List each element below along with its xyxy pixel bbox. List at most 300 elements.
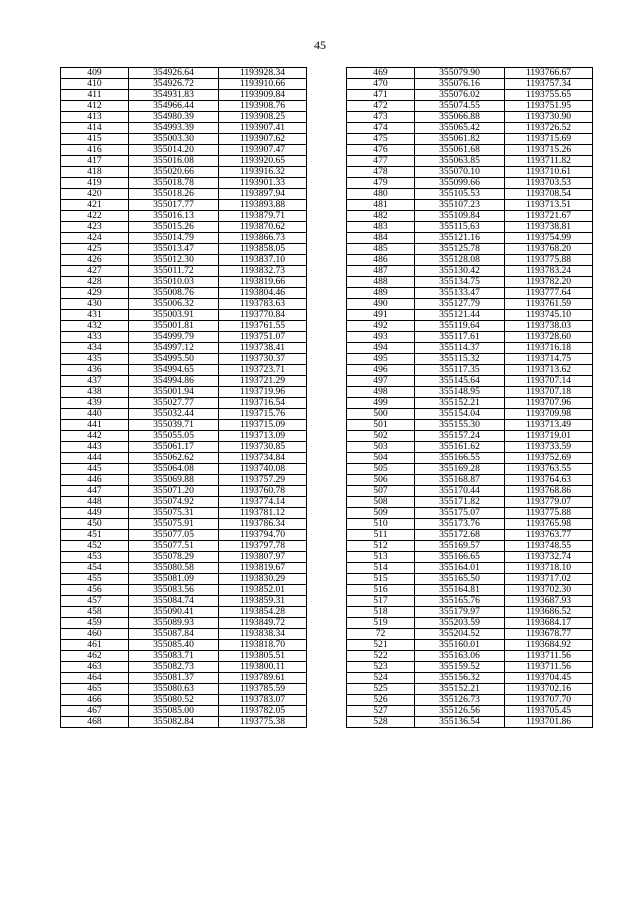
point-number-cell: 495 [347, 354, 415, 365]
table-row [347, 321, 593, 332]
y-coordinate-cell: 1193901.33 [219, 178, 307, 189]
x-coordinate-cell: 355203.59 [415, 618, 505, 629]
x-coordinate-cell: 355017.77 [129, 200, 219, 211]
point-number-cell: 469 [347, 68, 415, 79]
y-coordinate-cell: 1193783.63 [219, 299, 307, 310]
table-row [347, 585, 593, 596]
table-row [61, 651, 307, 662]
y-coordinate-cell: 1193909.84 [219, 90, 307, 101]
point-number-cell: 458 [61, 607, 129, 618]
y-coordinate-cell: 1193730.37 [219, 354, 307, 365]
y-coordinate-cell: 1193754.99 [505, 233, 593, 244]
table-row [347, 365, 593, 376]
y-coordinate-cell: 1193920.65 [219, 156, 307, 167]
table-row [61, 233, 307, 244]
y-coordinate-cell: 1193733.59 [505, 442, 593, 453]
y-coordinate-cell: 1193719.01 [505, 431, 593, 442]
point-number-cell: 430 [61, 299, 129, 310]
x-coordinate-cell: 355179.97 [415, 607, 505, 618]
table-row [347, 178, 593, 189]
x-coordinate-cell: 355148.95 [415, 387, 505, 398]
point-number-cell: 490 [347, 299, 415, 310]
point-number-cell: 412 [61, 101, 129, 112]
table-row [347, 486, 593, 497]
x-coordinate-cell: 355161.62 [415, 442, 505, 453]
x-coordinate-cell: 355085.00 [129, 706, 219, 717]
y-coordinate-cell: 1193687.93 [505, 596, 593, 607]
x-coordinate-cell: 355115.63 [415, 222, 505, 233]
y-coordinate-cell: 1193775.88 [505, 255, 593, 266]
y-coordinate-cell: 1193768.20 [505, 244, 593, 255]
y-coordinate-cell: 1193708.54 [505, 189, 593, 200]
y-coordinate-cell: 1193764.63 [505, 475, 593, 486]
table-row [61, 508, 307, 519]
table-row [347, 695, 593, 706]
table-row [347, 266, 593, 277]
x-coordinate-cell: 355170.44 [415, 486, 505, 497]
table-row [347, 563, 593, 574]
table-row [61, 310, 307, 321]
y-coordinate-cell: 1193908.76 [219, 101, 307, 112]
x-coordinate-cell: 355015.26 [129, 222, 219, 233]
x-coordinate-cell: 355080.52 [129, 695, 219, 706]
table-row [61, 365, 307, 376]
y-coordinate-cell: 1193707.70 [505, 695, 593, 706]
y-coordinate-cell: 1193768.86 [505, 486, 593, 497]
x-coordinate-cell: 355003.91 [129, 310, 219, 321]
table-row [347, 101, 593, 112]
table-row [347, 299, 593, 310]
y-coordinate-cell: 1193757.29 [219, 475, 307, 486]
table-row [347, 497, 593, 508]
point-number-cell: 517 [347, 596, 415, 607]
point-number-cell: 417 [61, 156, 129, 167]
table-row [347, 552, 593, 563]
x-coordinate-cell: 355081.37 [129, 673, 219, 684]
x-coordinate-cell: 355066.88 [415, 112, 505, 123]
x-coordinate-cell: 355039.71 [129, 420, 219, 431]
table-row [61, 321, 307, 332]
x-coordinate-cell: 355125.78 [415, 244, 505, 255]
y-coordinate-cell: 1193715.26 [505, 145, 593, 156]
x-coordinate-cell: 355087.84 [129, 629, 219, 640]
table-row [61, 354, 307, 365]
table-row [347, 222, 593, 233]
y-coordinate-cell: 1193879.71 [219, 211, 307, 222]
point-number-cell: 482 [347, 211, 415, 222]
table-row [347, 651, 593, 662]
point-number-cell: 524 [347, 673, 415, 684]
table-row [61, 541, 307, 552]
point-number-cell: 514 [347, 563, 415, 574]
x-coordinate-cell: 355107.23 [415, 200, 505, 211]
y-coordinate-cell: 1193897.94 [219, 189, 307, 200]
x-coordinate-cell: 355163.06 [415, 651, 505, 662]
y-coordinate-cell: 1193713.62 [505, 365, 593, 376]
table-row [347, 508, 593, 519]
point-number-cell: 421 [61, 200, 129, 211]
point-number-cell: 448 [61, 497, 129, 508]
point-number-cell: 447 [61, 486, 129, 497]
table-row [61, 497, 307, 508]
table-row [347, 255, 593, 266]
point-number-cell: 422 [61, 211, 129, 222]
y-coordinate-cell: 1193794.70 [219, 530, 307, 541]
y-coordinate-cell: 1193830.29 [219, 574, 307, 585]
x-coordinate-cell: 354994.86 [129, 376, 219, 387]
x-coordinate-cell: 354999.79 [129, 332, 219, 343]
point-number-cell: 464 [61, 673, 129, 684]
y-coordinate-cell: 1193782.05 [219, 706, 307, 717]
x-coordinate-cell: 355018.78 [129, 178, 219, 189]
point-number-cell: 420 [61, 189, 129, 200]
y-coordinate-cell: 1193807.97 [219, 552, 307, 563]
table-row [61, 200, 307, 211]
y-coordinate-cell: 1193703.53 [505, 178, 593, 189]
point-number-cell: 489 [347, 288, 415, 299]
y-coordinate-cell: 1193774.14 [219, 497, 307, 508]
x-coordinate-cell: 355165.50 [415, 574, 505, 585]
x-coordinate-cell: 355055.05 [129, 431, 219, 442]
table-row [61, 398, 307, 409]
x-coordinate-cell: 355075.91 [129, 519, 219, 530]
table-row [61, 343, 307, 354]
point-number-cell: 434 [61, 343, 129, 354]
table-row [61, 189, 307, 200]
table-row [347, 442, 593, 453]
point-number-cell: 423 [61, 222, 129, 233]
x-coordinate-cell: 355164.81 [415, 585, 505, 596]
y-coordinate-cell: 1193819.66 [219, 277, 307, 288]
point-number-cell: 442 [61, 431, 129, 442]
y-coordinate-cell: 1193870.62 [219, 222, 307, 233]
table-row [61, 332, 307, 343]
point-number-cell: 507 [347, 486, 415, 497]
y-coordinate-cell: 1193849.72 [219, 618, 307, 629]
table-row [347, 79, 593, 90]
x-coordinate-cell: 355119.64 [415, 321, 505, 332]
x-coordinate-cell: 355164.01 [415, 563, 505, 574]
x-coordinate-cell: 355080.58 [129, 563, 219, 574]
y-coordinate-cell: 1193763.77 [505, 530, 593, 541]
table-row [347, 618, 593, 629]
y-coordinate-cell: 1193709.98 [505, 409, 593, 420]
y-coordinate-cell: 1193707.96 [505, 398, 593, 409]
x-coordinate-cell: 355006.32 [129, 299, 219, 310]
x-coordinate-cell: 355130.42 [415, 266, 505, 277]
point-number-cell: 506 [347, 475, 415, 486]
y-coordinate-cell: 1193752.69 [505, 453, 593, 464]
table-row [61, 376, 307, 387]
y-coordinate-cell: 1193777.64 [505, 288, 593, 299]
point-number-cell: 501 [347, 420, 415, 431]
y-coordinate-cell: 1193714.75 [505, 354, 593, 365]
y-coordinate-cell: 1193715.69 [505, 134, 593, 145]
x-coordinate-cell: 355014.20 [129, 145, 219, 156]
x-coordinate-cell: 355074.92 [129, 497, 219, 508]
table-row [61, 563, 307, 574]
y-coordinate-cell: 1193782.20 [505, 277, 593, 288]
point-number-cell: 509 [347, 508, 415, 519]
y-coordinate-cell: 1193832.73 [219, 266, 307, 277]
y-coordinate-cell: 1193716.54 [219, 398, 307, 409]
table-row [61, 684, 307, 695]
point-number-cell: 446 [61, 475, 129, 486]
x-coordinate-cell: 355016.13 [129, 211, 219, 222]
table-row [61, 211, 307, 222]
point-number-cell: 512 [347, 541, 415, 552]
table-row [61, 464, 307, 475]
x-coordinate-cell: 355062.62 [129, 453, 219, 464]
x-coordinate-cell: 354997.12 [129, 343, 219, 354]
table-row [347, 156, 593, 167]
y-coordinate-cell: 1193766.67 [505, 68, 593, 79]
x-coordinate-cell: 355061.68 [415, 145, 505, 156]
y-coordinate-cell: 1193786.34 [219, 519, 307, 530]
x-coordinate-cell: 355003.30 [129, 134, 219, 145]
point-number-cell: 429 [61, 288, 129, 299]
coordinate-table-right [346, 67, 593, 728]
point-number-cell: 439 [61, 398, 129, 409]
point-number-cell: 526 [347, 695, 415, 706]
x-coordinate-cell: 355160.01 [415, 640, 505, 651]
x-coordinate-cell: 355077.51 [129, 541, 219, 552]
table-row [347, 189, 593, 200]
point-number-cell: 468 [61, 717, 129, 728]
table-row [347, 453, 593, 464]
y-coordinate-cell: 1193710.61 [505, 167, 593, 178]
table-row [347, 288, 593, 299]
x-coordinate-cell: 355070.10 [415, 167, 505, 178]
x-coordinate-cell: 355082.73 [129, 662, 219, 673]
table-row [347, 123, 593, 134]
x-coordinate-cell: 355109.84 [415, 211, 505, 222]
table-row [61, 706, 307, 717]
table-row [347, 684, 593, 695]
table-row [347, 112, 593, 123]
y-coordinate-cell: 1193852.01 [219, 585, 307, 596]
point-number-cell: 528 [347, 717, 415, 728]
x-coordinate-cell: 354993.39 [129, 123, 219, 134]
y-coordinate-cell: 1193716.18 [505, 343, 593, 354]
y-coordinate-cell: 1193719.96 [219, 387, 307, 398]
point-number-cell: 516 [347, 585, 415, 596]
x-coordinate-cell: 355114.37 [415, 343, 505, 354]
point-number-cell: 409 [61, 68, 129, 79]
table-row [347, 310, 593, 321]
point-number-cell: 431 [61, 310, 129, 321]
point-number-cell: 518 [347, 607, 415, 618]
y-coordinate-cell: 1193715.09 [219, 420, 307, 431]
x-coordinate-cell: 354994.65 [129, 365, 219, 376]
x-coordinate-cell: 355014.79 [129, 233, 219, 244]
point-number-cell: 441 [61, 420, 129, 431]
x-coordinate-cell: 355156.32 [415, 673, 505, 684]
table-row [61, 574, 307, 585]
table-row [61, 695, 307, 706]
table-row [61, 552, 307, 563]
point-number-cell: 457 [61, 596, 129, 607]
point-number-cell: 502 [347, 431, 415, 442]
point-number-cell: 437 [61, 376, 129, 387]
x-coordinate-cell: 354980.39 [129, 112, 219, 123]
table-row [347, 354, 593, 365]
table-row [347, 717, 593, 728]
point-number-cell: 485 [347, 244, 415, 255]
point-number-cell: 411 [61, 90, 129, 101]
point-number-cell: 427 [61, 266, 129, 277]
table-row [61, 156, 307, 167]
y-coordinate-cell: 1193763.55 [505, 464, 593, 475]
x-coordinate-cell: 355165.76 [415, 596, 505, 607]
table-row [61, 662, 307, 673]
y-coordinate-cell: 1193745.10 [505, 310, 593, 321]
point-number-cell: 508 [347, 497, 415, 508]
x-coordinate-cell: 355064.08 [129, 464, 219, 475]
y-coordinate-cell: 1193893.88 [219, 200, 307, 211]
point-number-cell: 499 [347, 398, 415, 409]
table-row [61, 453, 307, 464]
point-number-cell: 522 [347, 651, 415, 662]
x-coordinate-cell: 355016.08 [129, 156, 219, 167]
table-row [61, 277, 307, 288]
table-row [347, 706, 593, 717]
table-row [347, 475, 593, 486]
y-coordinate-cell: 1193765.98 [505, 519, 593, 530]
x-coordinate-cell: 355121.16 [415, 233, 505, 244]
x-coordinate-cell: 355126.56 [415, 706, 505, 717]
x-coordinate-cell: 355027.77 [129, 398, 219, 409]
table-row [61, 299, 307, 310]
x-coordinate-cell: 355127.79 [415, 299, 505, 310]
x-coordinate-cell: 355012.30 [129, 255, 219, 266]
table-row [347, 277, 593, 288]
y-coordinate-cell: 1193721.29 [219, 376, 307, 387]
table-row [347, 409, 593, 420]
point-number-cell: 419 [61, 178, 129, 189]
y-coordinate-cell: 1193781.12 [219, 508, 307, 519]
y-coordinate-cell: 1193783.24 [505, 266, 593, 277]
table-row [61, 475, 307, 486]
x-coordinate-cell: 355013.47 [129, 244, 219, 255]
point-number-cell: 426 [61, 255, 129, 266]
table-row [347, 596, 593, 607]
x-coordinate-cell: 355032.44 [129, 409, 219, 420]
point-number-cell: 503 [347, 442, 415, 453]
point-number-cell: 483 [347, 222, 415, 233]
point-number-cell: 410 [61, 79, 129, 90]
y-coordinate-cell: 1193789.61 [219, 673, 307, 684]
point-number-cell: 523 [347, 662, 415, 673]
point-number-cell: 418 [61, 167, 129, 178]
point-number-cell: 424 [61, 233, 129, 244]
y-coordinate-cell: 1193866.73 [219, 233, 307, 244]
x-coordinate-cell: 355157.24 [415, 431, 505, 442]
y-coordinate-cell: 1193723.71 [219, 365, 307, 376]
point-number-cell: 478 [347, 167, 415, 178]
y-coordinate-cell: 1193730.85 [219, 442, 307, 453]
point-number-cell: 479 [347, 178, 415, 189]
point-number-cell: 521 [347, 640, 415, 651]
y-coordinate-cell: 1193717.02 [505, 574, 593, 585]
y-coordinate-cell: 1193707.14 [505, 376, 593, 387]
table-row [61, 618, 307, 629]
x-coordinate-cell: 354926.72 [129, 79, 219, 90]
y-coordinate-cell: 1193800.11 [219, 662, 307, 673]
x-coordinate-cell: 355011.72 [129, 266, 219, 277]
table-row [61, 134, 307, 145]
y-coordinate-cell: 1193711.56 [505, 662, 593, 673]
point-number-cell: 455 [61, 574, 129, 585]
x-coordinate-cell: 355155.30 [415, 420, 505, 431]
point-number-cell: 484 [347, 233, 415, 244]
point-number-cell: 505 [347, 464, 415, 475]
table-row [61, 255, 307, 266]
table-row [347, 431, 593, 442]
table-row [61, 387, 307, 398]
y-coordinate-cell: 1193713.09 [219, 431, 307, 442]
point-number-cell: 504 [347, 453, 415, 464]
y-coordinate-cell: 1193760.78 [219, 486, 307, 497]
table-row [347, 398, 593, 409]
table-row [347, 420, 593, 431]
point-number-cell: 432 [61, 321, 129, 332]
point-number-cell: 462 [61, 651, 129, 662]
point-number-cell: 480 [347, 189, 415, 200]
x-coordinate-cell: 355152.21 [415, 684, 505, 695]
x-coordinate-cell: 355071.20 [129, 486, 219, 497]
y-coordinate-cell: 1193804.46 [219, 288, 307, 299]
x-coordinate-cell: 355061.17 [129, 442, 219, 453]
point-number-cell: 496 [347, 365, 415, 376]
table-row [347, 376, 593, 387]
table-row [347, 607, 593, 618]
y-coordinate-cell: 1193775.38 [219, 717, 307, 728]
x-coordinate-cell: 355145.64 [415, 376, 505, 387]
point-number-cell: 487 [347, 266, 415, 277]
x-coordinate-cell: 355171.82 [415, 497, 505, 508]
point-number-cell: 466 [61, 695, 129, 706]
y-coordinate-cell: 1193738.81 [505, 222, 593, 233]
x-coordinate-cell: 355204.52 [415, 629, 505, 640]
table-row [347, 574, 593, 585]
x-coordinate-cell: 355085.40 [129, 640, 219, 651]
x-coordinate-cell: 355063.85 [415, 156, 505, 167]
y-coordinate-cell: 1193726.52 [505, 123, 593, 134]
point-number-cell: 486 [347, 255, 415, 266]
x-coordinate-cell: 355133.47 [415, 288, 505, 299]
y-coordinate-cell: 1193718.10 [505, 563, 593, 574]
x-coordinate-cell: 355001.94 [129, 387, 219, 398]
point-number-cell: 452 [61, 541, 129, 552]
point-number-cell: 525 [347, 684, 415, 695]
point-number-cell: 498 [347, 387, 415, 398]
x-coordinate-cell: 355075.31 [129, 508, 219, 519]
point-number-cell: 511 [347, 530, 415, 541]
y-coordinate-cell: 1193684.17 [505, 618, 593, 629]
coordinate-table-left [60, 67, 307, 728]
point-number-cell: 493 [347, 332, 415, 343]
point-number-cell: 477 [347, 156, 415, 167]
point-number-cell: 500 [347, 409, 415, 420]
table-row [61, 112, 307, 123]
x-coordinate-cell: 354931.83 [129, 90, 219, 101]
x-coordinate-cell: 355105.53 [415, 189, 505, 200]
y-coordinate-cell: 1193770.84 [219, 310, 307, 321]
x-coordinate-cell: 355115.32 [415, 354, 505, 365]
table-row [347, 629, 593, 640]
table-row [347, 541, 593, 552]
